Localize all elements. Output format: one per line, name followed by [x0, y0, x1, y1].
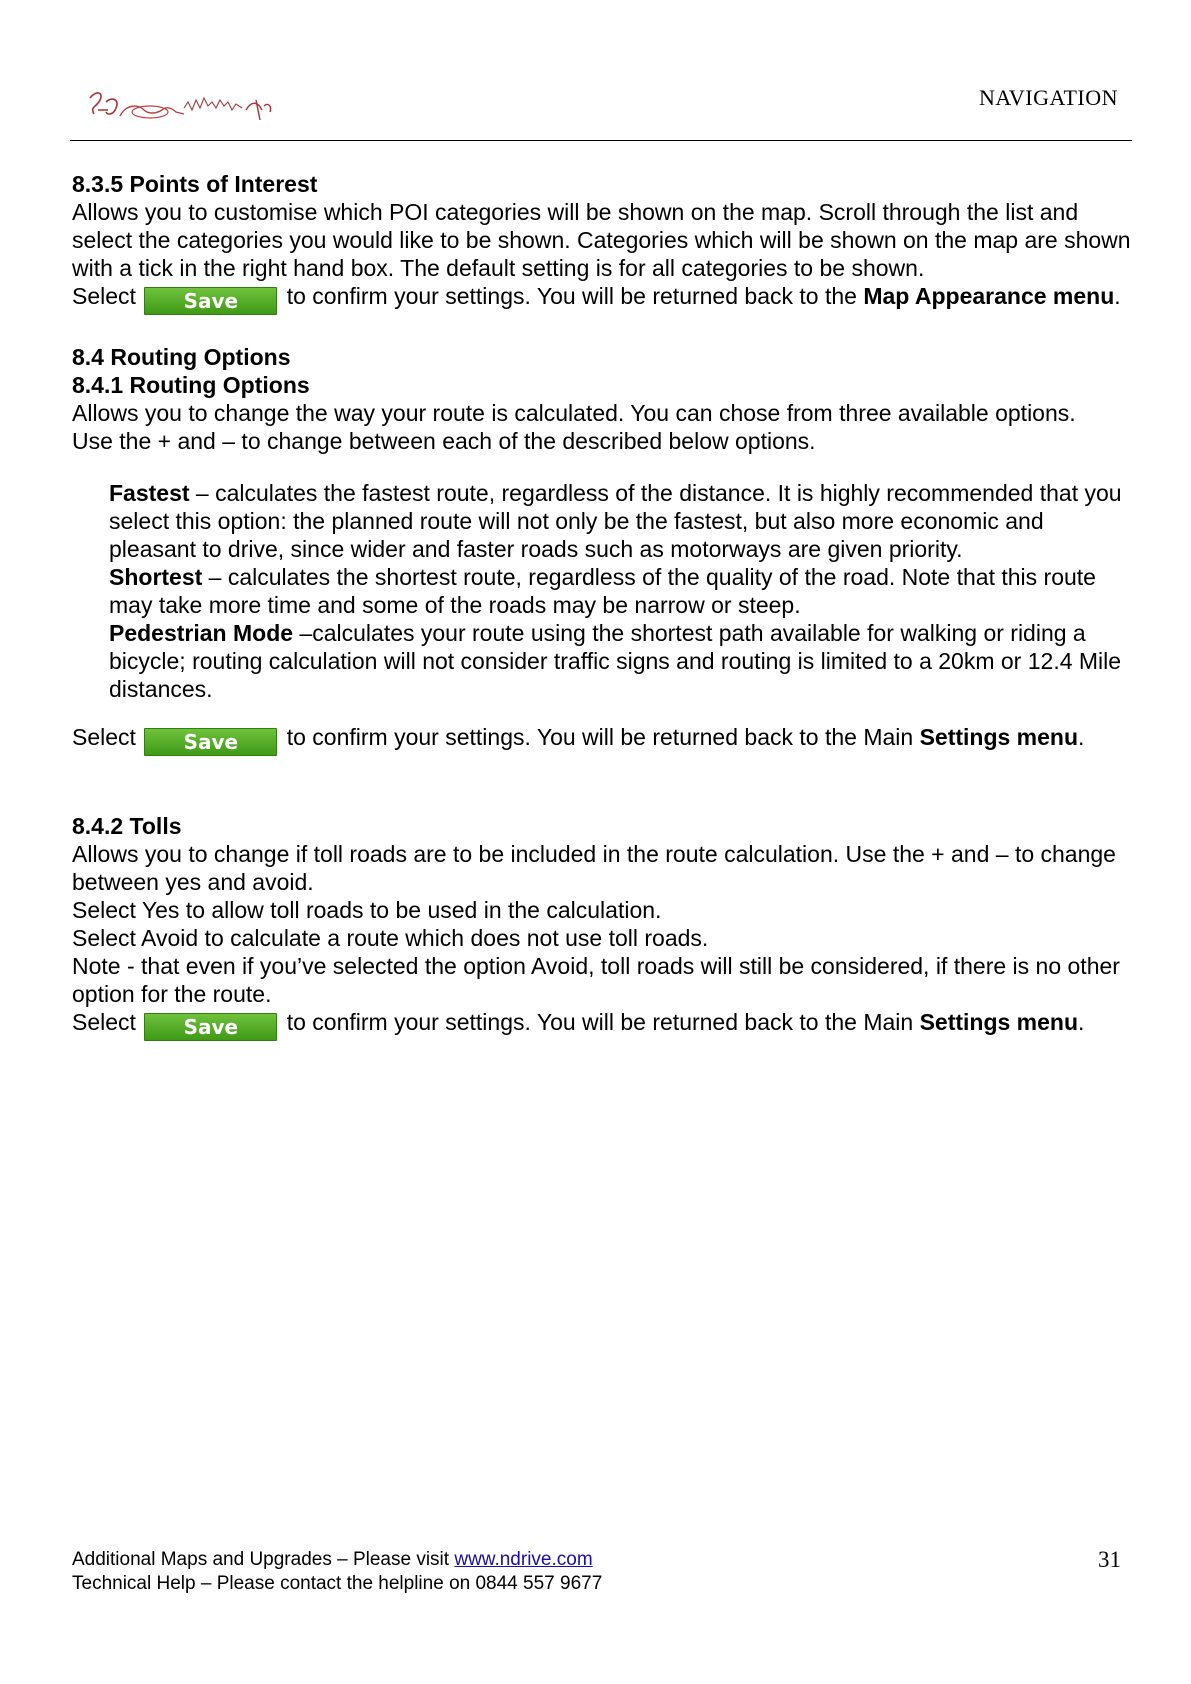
period: . [1114, 283, 1121, 309]
confirm-text: to confirm your settings. You will be returned back to the Main [286, 724, 914, 750]
period: . [1078, 724, 1085, 750]
destination-menu: Settings menu [919, 1009, 1079, 1035]
routing-description: Allows you to change the way your route is calculated. You can chose from three available options. [72, 400, 1076, 426]
poi-description: Allows you to customise which POI categories will be shown on the map. Scroll through the list and select the categories you would like to be shown. Categories which will be shown on the map are shown with a tick in the right hand box. The default setting is for all categories to be shown. [72, 199, 1131, 281]
routing-option-list [72, 479, 1132, 703]
destination-menu: Settings menu [919, 724, 1079, 750]
routing-save-instruction [72, 723, 1132, 756]
ndrive-logo [86, 86, 296, 126]
routing-option-fastest [109, 479, 1132, 563]
destination-menu: Map Appearance menu [863, 283, 1115, 309]
page-number: 31 [1098, 1547, 1121, 1572]
section-heading-8-4-2: 8.4.2 Tolls [72, 813, 182, 839]
save-button[interactable]: Save [144, 728, 277, 756]
confirm-text: to confirm your settings. You will be returned back to the Main [286, 1009, 914, 1035]
section-heading-8-4: 8.4 Routing Options [72, 344, 291, 370]
option-description: –calculates your route using the shortest path available for walking or riding a bicycle; routing calculation will not consider traffic signs and routing is limited to a 20km or 12.4 Mile distances. [109, 620, 1122, 702]
footer-upgrades-text: Additional Maps and Upgrades – Please visit [72, 1549, 455, 1570]
tolls-description: Allows you to change if toll roads are to be included in the route calculation. Use the + and – to change between yes and avoid. [72, 841, 1116, 895]
section-heading-8-4-1: 8.4.1 Routing Options [72, 372, 310, 398]
ndrive-website-link[interactable]: www.ndrive.com [454, 1549, 593, 1570]
tolls-save-instruction [72, 1008, 1132, 1041]
routing-instruction: Use the + and – to change between each of the described below options. [72, 428, 816, 454]
tolls-avoid-text: Select Avoid to calculate a route which does not use toll roads. [72, 925, 709, 951]
option-term: Pedestrian Mode [109, 620, 294, 646]
option-description: – calculates the shortest route, regardless of the quality of the road. Note that this route may take more time and some of the roads may be narrow or steep. [109, 564, 1096, 618]
page-content [72, 170, 1132, 1041]
footer-helpline-line: Technical Help – Please contact the helpline on 0844 557 9677 [72, 1573, 603, 1594]
option-term: Fastest [109, 480, 190, 506]
option-description: – calculates the fastest route, regardless of the distance. It is highly recommended that you select this option: the planned route will not only be the fastest, but also more economic and pleasant to drive, since wider and faster roads such as motorways are given priority. [109, 480, 1122, 562]
select-word: Select [72, 724, 136, 750]
footer-upgrades-line [72, 1548, 602, 1572]
select-word: Select [72, 283, 136, 309]
page-footer [72, 1548, 602, 1596]
save-button[interactable]: Save [144, 287, 277, 315]
poi-save-instruction [72, 282, 1132, 315]
tolls-note: Note - that even if you’ve selected the option Avoid, toll roads will still be considered, if there is no other option for the route. [72, 953, 1120, 1007]
period: . [1078, 1009, 1085, 1035]
tolls-yes-text: Select Yes to allow toll roads to be used in the calculation. [72, 897, 662, 923]
select-word: Select [72, 1009, 136, 1035]
routing-option-pedestrian [109, 619, 1132, 703]
confirm-text: to confirm your settings. You will be returned back to the [286, 283, 857, 309]
header-section-title: NAVIGATION [978, 85, 1118, 110]
routing-option-shortest [109, 563, 1132, 619]
section-heading-8-3-5: 8.3.5 Points of Interest [72, 171, 318, 197]
save-button[interactable]: Save [144, 1013, 277, 1041]
option-term: Shortest [109, 564, 203, 590]
header-rule [70, 140, 1132, 141]
